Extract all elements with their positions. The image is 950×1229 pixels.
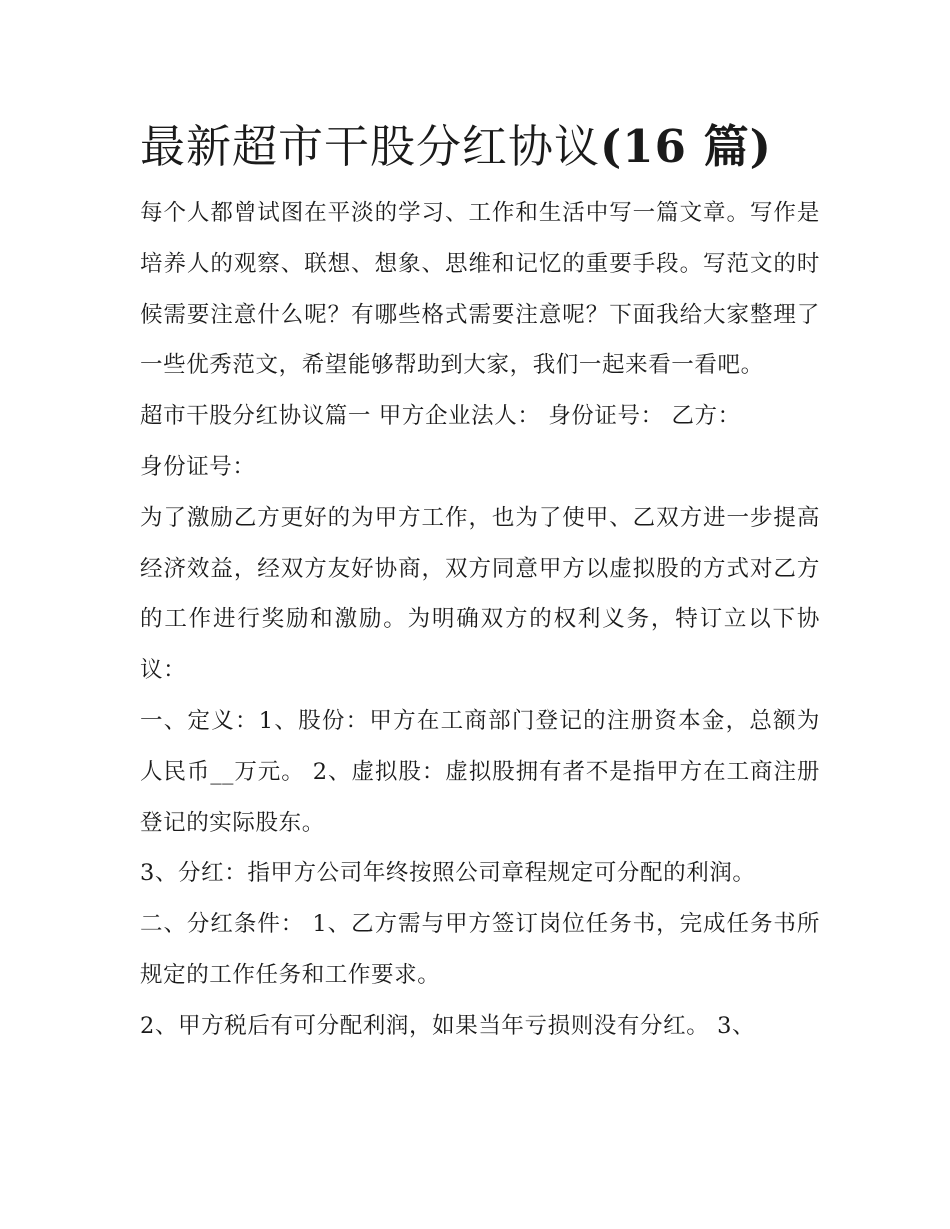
- parties-line: 超市干股分红协议篇一 甲方企业法人： 身份证号： 乙方：: [140, 403, 741, 430]
- definitions-paragraph: 一、定义：1、股份：甲方在工商部门登记的注册资本金，总额为人民币__万元。 2、虚拟股：虚拟股拥有者不是指甲方在工商注册登记的实际股东。: [140, 707, 820, 836]
- document-body: [140, 112, 820, 1052]
- dividend-definition-paragraph: 3、分红：指甲方公司年终按照公司章程规定可分配的利润。: [140, 860, 756, 887]
- document-title-main: 最新超市干股分红协议: [140, 120, 601, 173]
- purpose-paragraph: 为了激励乙方更好的为甲方工作，也为了使甲、乙双方进一步提高经济效益，经双方友好协商，双方同意甲方以虚拟股的方式对乙方的工作进行奖励和激励。为明确双方的权利义务，特订立以下协议：: [140, 504, 820, 684]
- profit-condition-paragraph: 2、甲方税后有可分配利润，如果当年亏损则没有分红。 3、: [140, 1012, 756, 1039]
- document-title-suffix: (16 篇): [600, 120, 772, 173]
- document-title: [140, 112, 820, 182]
- id-number-line: 身份证号：: [140, 453, 256, 480]
- intro-paragraph: 每个人都曾试图在平淡的学习、工作和生活中写一篇文章。写作是培养人的观察、联想、想象、思维和记忆的重要手段。写范文的时候需要注意什么呢？有哪些格式需要注意呢？下面我给大家整理了一些优秀范文，希望能够帮助到大家，我们一起来看一看吧。: [140, 200, 820, 379]
- dividend-conditions-paragraph: 二、分红条件： 1、乙方需与甲方签订岗位任务书，完成任务书所规定的工作任务和工作要求。: [140, 911, 820, 988]
